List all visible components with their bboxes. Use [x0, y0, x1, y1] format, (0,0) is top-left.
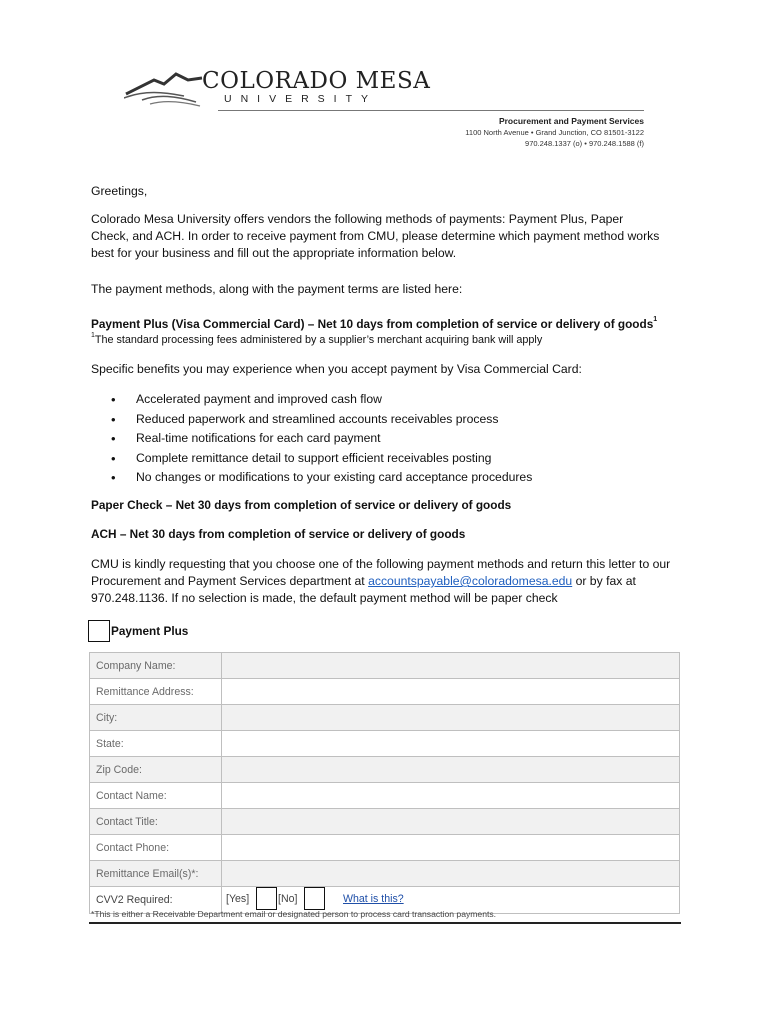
form-row-state — [90, 731, 680, 757]
department-phone-fax: 970.248.1337 (o) • 970.248.1588 (f) — [525, 139, 644, 148]
form-row-zip-code — [90, 757, 680, 783]
benefit-item: • Accelerated payment and improved cash flow — [111, 390, 532, 410]
benefit-item: • No changes or modifications to your existing card acceptance procedures — [111, 468, 532, 488]
footnote-marker: 1 — [653, 316, 658, 323]
cvv2-help-link[interactable]: What is this? — [343, 893, 404, 905]
request-text-1: CMU is kindly requesting that you choose one of the following payment methods and return this letter to our Procurement and Payment Services department at — [91, 557, 671, 588]
fee-note — [91, 332, 542, 349]
form-row-contact-title — [90, 809, 680, 835]
form-row-contact-phone — [90, 835, 680, 861]
footnote-marker: 1 — [91, 332, 95, 339]
benefit-item: • Complete remittance detail to support efficient receivables posting — [111, 449, 532, 469]
remittance-email-label: Remittance Email(s)*: — [90, 861, 222, 887]
greeting: Greetings, — [91, 184, 148, 198]
company-name-field[interactable] — [222, 653, 680, 679]
benefit-item: • Reduced paperwork and streamlined accounts receivables process — [111, 410, 532, 430]
payment-plus-form-table — [89, 652, 680, 914]
city-label: City: — [90, 705, 222, 731]
city-field[interactable] — [222, 705, 680, 731]
contact-title-field[interactable] — [222, 809, 680, 835]
payment-plus-checkbox[interactable] — [88, 620, 110, 642]
benefits-intro: Specific benefits you may experience when you accept payment by Visa Commercial Card: — [91, 362, 582, 376]
contact-name-label: Contact Name: — [90, 783, 222, 809]
form-row-remittance-email — [90, 861, 680, 887]
paper-check-heading: Paper Check – Net 30 days from completion of service or delivery of goods — [91, 498, 512, 512]
payment-plus-option-label: Payment Plus — [111, 624, 189, 638]
cvv2-yes-checkbox[interactable] — [256, 887, 277, 910]
accounts-payable-email-link[interactable]: accountspayable@coloradomesa.edu — [368, 574, 573, 588]
department-name: Procurement and Payment Services — [498, 116, 644, 126]
form-row-remittance-address — [90, 679, 680, 705]
benefit-item: • Real-time notifications for each card payment — [111, 429, 532, 449]
benefits-list — [111, 390, 532, 488]
cvv2-yes-label: [Yes] — [226, 893, 250, 905]
intro-paragraph: Colorado Mesa University offers vendors the following methods of payments: Payment Plus, Paper Check, and ACH. In order to receive payment from CMU, please determine which payment method works best for your business and fill out the appropriate information below. — [91, 212, 660, 260]
remittance-address-field[interactable] — [222, 679, 680, 705]
ach-heading: ACH – Net 30 days from completion of service or delivery of goods — [91, 527, 466, 541]
university-subtitle: UNIVERSITY — [224, 93, 378, 105]
form-row-company-name — [90, 653, 680, 679]
form-row-city — [90, 705, 680, 731]
form-bottom-rule — [89, 922, 681, 924]
cvv2-label: CVV2 Required: — [90, 887, 222, 914]
zip-code-label: Zip Code: — [90, 757, 222, 783]
fee-note-text: The standard processing fees administered by a supplier’s merchant acquiring bank will apply — [94, 334, 543, 346]
methods-intro: The payment methods, along with the payment terms are listed here: — [91, 282, 463, 296]
request-text-2: or by fax at 970.248.1136. If no selection is made, the default payment method will be paper check — [91, 574, 636, 605]
request-paragraph — [91, 556, 671, 607]
department-address: 1100 North Avenue • Grand Junction, CO 81501-3122 — [465, 128, 644, 137]
remittance-address-label: Remittance Address: — [90, 679, 222, 705]
contact-name-field[interactable] — [222, 783, 680, 809]
cvv2-no-checkbox[interactable] — [304, 887, 325, 910]
letterhead-divider — [218, 110, 644, 111]
cvv2-no-label: [No] — [278, 893, 298, 905]
contact-phone-label: Contact Phone: — [90, 835, 222, 861]
university-logo — [124, 66, 431, 110]
university-name: COLORADO MESA — [202, 68, 431, 94]
form-row-contact-name — [90, 783, 680, 809]
state-field[interactable] — [222, 731, 680, 757]
mesa-mountain-icon — [124, 66, 204, 110]
payment-plus-heading — [91, 316, 657, 333]
payment-plus-heading-text: Payment Plus (Visa Commercial Card) – Net 10 days from completion of service or delivery of goods — [91, 317, 654, 331]
zip-code-field[interactable] — [222, 757, 680, 783]
state-label: State: — [90, 731, 222, 757]
form-footnote: *This is either a Receivable Department email or designated person to process card transaction payments. — [91, 909, 497, 919]
remittance-email-field[interactable] — [222, 861, 680, 887]
company-name-label: Company Name: — [90, 653, 222, 679]
contact-title-label: Contact Title: — [90, 809, 222, 835]
contact-phone-field[interactable] — [222, 835, 680, 861]
